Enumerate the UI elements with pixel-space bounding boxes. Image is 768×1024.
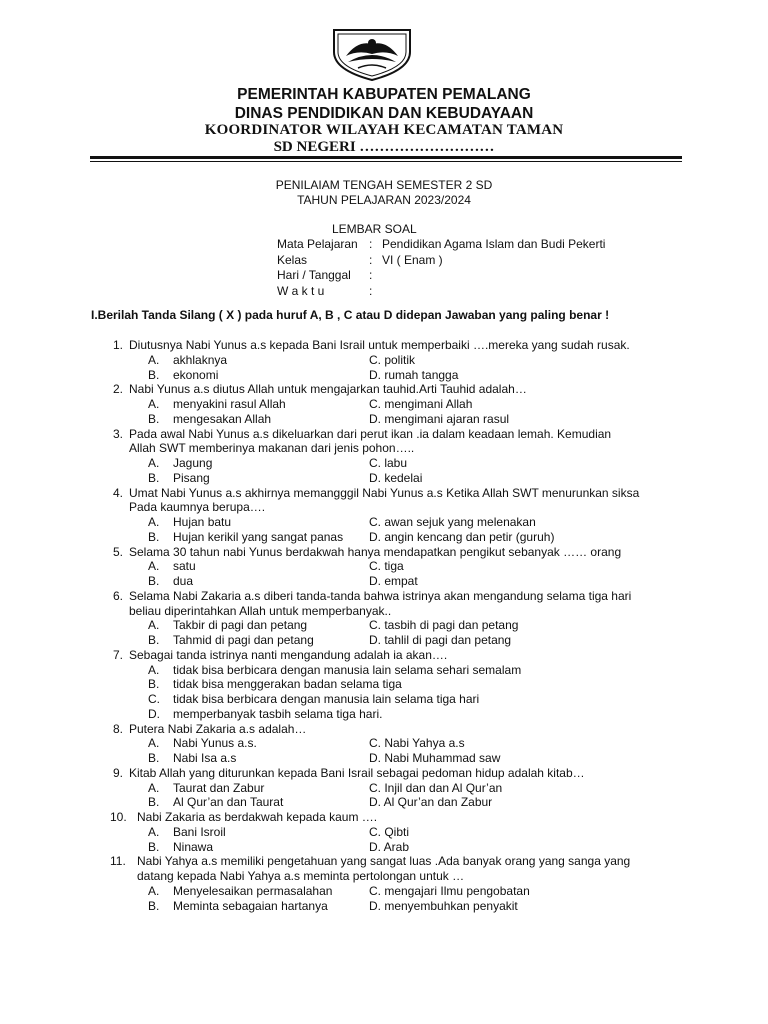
option-letter: B. [148, 367, 160, 382]
option-letter: A. [148, 883, 160, 898]
option-letter: A. [148, 662, 160, 677]
option-text: Hujan batu [173, 515, 232, 529]
header-department: DINAS PENDIDIKAN DAN KEBUDAYAAN [234, 105, 534, 122]
option-text: Menyelesaikan permasalahan [173, 883, 333, 898]
option-text: D. Arab [369, 839, 410, 854]
option-text: C. tasbih di pagi dan petang [369, 618, 519, 633]
option-text: C. Qibti [369, 824, 410, 839]
option-text: ekonomi [173, 367, 219, 382]
option-text: akhlaknya [173, 352, 228, 367]
option-text: C. politik [369, 352, 416, 367]
info-colon: : [369, 268, 373, 282]
option-letter: B. [148, 574, 160, 588]
option-text: Jagung [173, 456, 213, 470]
question-number: 11. [110, 854, 126, 869]
option-letter: A. [148, 397, 160, 411]
question-number: 7. [113, 647, 124, 662]
question-text: Pada kaumnya berupa…. [129, 500, 266, 515]
option-text: D. menyembuhkan penyakit [369, 898, 518, 913]
option-text: Hujan kerikil yang sangat panas [173, 529, 344, 544]
exam-title: PENILAIAM TENGAH SEMESTER 2 SD [275, 178, 493, 192]
option-text: menyakini rasul Allah [173, 397, 286, 411]
option-text: C. labu [369, 456, 408, 470]
header-divider-thin [90, 161, 682, 162]
question-text: Allah SWT memberinya makanan dari jenis pohon….. [129, 441, 415, 456]
option-text: tidak bisa menggerakan badan selama tiga [173, 677, 402, 692]
question-number: 9. [113, 765, 124, 780]
option-letter: A. [148, 736, 160, 751]
exam-year: TAHUN PELAJARAN 2023/2024 [297, 193, 471, 207]
option-text: memperbanyak tasbih selama tiga hari. [173, 706, 383, 721]
option-text: D. Al Qur’an dan Zabur [369, 795, 493, 810]
option-letter: B. [148, 470, 160, 485]
option-letter: A. [148, 824, 160, 839]
option-text: Pisang [173, 470, 210, 485]
info-colon: : [369, 283, 373, 298]
option-text: C. tiga [369, 559, 404, 574]
option-text: D. empat [369, 574, 418, 588]
question-text: Kitab Allah yang diturunkan kepada Bani Israil sebagai pedoman hidup adalah kitab… [129, 765, 585, 780]
option-text: Nabi Isa a.s [173, 751, 237, 765]
option-text: tidak bisa berbicara dengan manusia lain selama tiga hari [173, 692, 480, 706]
option-letter: B. [148, 411, 160, 426]
option-text: Takbir di pagi dan petang [173, 618, 308, 633]
question-text: Nabi Yahya a.s memiliki pengetahuan yang sangat luas .Ada banyak orang yang sanga yang [137, 854, 631, 869]
option-text: D. rumah tangga [369, 367, 459, 382]
option-letter: A. [148, 456, 160, 470]
option-letter: A. [148, 618, 160, 633]
option-letter: A. [148, 559, 160, 574]
sheet-label: LEMBAR SOAL [332, 222, 417, 236]
option-text: Bani Isroil [173, 824, 226, 839]
question-text: Selama Nabi Zakaria a.s diberi tanda-tanda bahwa istrinya akan mengandung selama tiga hari [129, 588, 632, 603]
header-coordinator: KOORDINATOR WILAYAH KECAMATAN TAMAN [204, 122, 564, 138]
info-label: Hari / Tanggal [277, 268, 351, 282]
info-value: Pendidikan Agama Islam dan Budi Pekerti [382, 237, 606, 251]
info-colon: : [369, 237, 373, 251]
info-colon: : [369, 252, 373, 267]
header-government: PEMERINTAH KABUPATEN PEMALANG [237, 86, 531, 103]
info-value: VI ( Enam ) [382, 252, 443, 267]
option-letter: C. [148, 692, 160, 706]
option-letter: A. [148, 780, 160, 795]
option-text: Nabi Yunus a.s. [173, 736, 257, 751]
option-text: D. Nabi Muhammad saw [369, 751, 501, 765]
option-letter: B. [148, 529, 160, 544]
option-text: satu [173, 559, 196, 574]
option-text: C. mengajari Ilmu pengobatan [369, 883, 530, 898]
option-text: Meminta sebagaian hartanya [173, 898, 328, 913]
option-text: dua [173, 574, 194, 588]
question-text: Nabi Zakaria as berdakwah kepada kaum …. [137, 810, 378, 824]
option-text: Al Qur’an dan Taurat [173, 795, 284, 810]
option-text: D. angin kencang dan petir (guruh) [369, 529, 555, 544]
question-text: Nabi Yunus a.s diutus Allah untuk mengajarkan tauhid.Arti Tauhid adalah… [129, 382, 527, 397]
option-text: C. Injil dan dan Al Qur’an [369, 780, 503, 795]
option-text: D. kedelai [369, 470, 423, 485]
option-text: tidak bisa berbicara dengan manusia lain selama sehari semalam [173, 662, 522, 677]
question-text: Umat Nabi Yunus a.s akhirnya memangggil Nabi Yunus a.s Ketika Allah SWT menurunkan siksa [129, 485, 640, 500]
option-text: D. tahlil di pagi dan petang [369, 633, 512, 647]
option-letter: A. [148, 515, 160, 529]
option-text: Taurat dan Zabur [173, 780, 265, 795]
option-letter: D. [148, 706, 160, 721]
question-number: 5. [113, 544, 124, 559]
option-letter: B. [148, 751, 160, 765]
regency-emblem-logo [328, 26, 416, 82]
question-number: 3. [113, 426, 124, 441]
option-text: mengesakan Allah [173, 411, 272, 426]
question-text: Sebagai tanda istrinya nanti mengandung adalah ia akan…. [129, 647, 448, 662]
option-letter: B. [148, 633, 160, 647]
option-text: Ninawa [173, 839, 214, 854]
option-letter: B. [148, 898, 160, 913]
option-letter: B. [148, 795, 160, 810]
question-number: 4. [113, 485, 124, 500]
info-label: Mata Pelajaran [277, 237, 358, 251]
question-text: beliau diperintahkan Allah untuk memperbanyak.. [129, 603, 392, 618]
header-divider [90, 156, 682, 159]
instruction: I.Berilah Tanda Silang ( X ) pada huruf A, B , C atau D didepan Jawaban yang paling benar ! [91, 308, 610, 322]
header-school: SD NEGERI ……………………… [273, 139, 495, 155]
option-letter: A. [148, 352, 160, 367]
option-text: C. Nabi Yahya a.s [369, 736, 465, 751]
option-text: Tahmid di pagi dan petang [173, 633, 314, 647]
question-number: 10. [110, 810, 127, 824]
question-text: Pada awal Nabi Yunus a.s dikeluarkan dari perut ikan .ia dalam keadaan lemah. Kemudian [129, 426, 612, 441]
option-letter: B. [148, 839, 160, 854]
question-text: Putera Nabi Zakaria a.s adalah… [129, 721, 307, 736]
question-number: 6. [113, 588, 124, 603]
info-label: Kelas [277, 252, 308, 267]
option-letter: B. [148, 677, 160, 692]
question-number: 8. [113, 721, 124, 736]
question-text: Selama 30 tahun nabi Yunus berdakwah hanya mendapatkan pengikut sebanyak …… orang [129, 544, 622, 559]
info-label: W a k t u [277, 283, 325, 298]
option-text: D. mengimani ajaran rasul [369, 411, 510, 426]
question-text: Diutusnya Nabi Yunus a.s kepada Bani Israil untuk memperbaiki ….mereka yang sudah rusak. [129, 338, 630, 352]
question-number: 1. [113, 338, 124, 352]
question-number: 2. [113, 382, 124, 397]
option-text: C. awan sejuk yang melenakan [369, 515, 536, 529]
option-text: C. mengimani Allah [369, 397, 473, 411]
question-text: datang kepada Nabi Yahya a.s meminta pertolongan untuk … [137, 869, 465, 883]
